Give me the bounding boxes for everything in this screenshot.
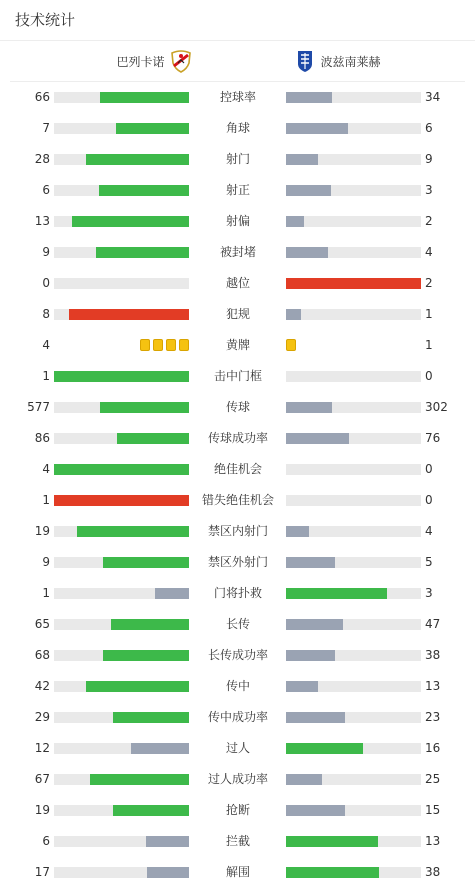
away-bar-fill: [286, 154, 318, 165]
home-bar-fill: [116, 123, 189, 134]
away-value: 0: [425, 493, 433, 507]
stat-label: 绝佳机会: [213, 462, 262, 476]
stat-label: 抢断: [225, 803, 250, 817]
home-bar: [54, 154, 189, 165]
home-value: 12: [34, 741, 50, 755]
away-bar-fill: [286, 557, 335, 568]
away-bar: [286, 402, 421, 413]
home-bar: [54, 495, 189, 506]
away-value: 13: [425, 679, 441, 693]
away-value: 1: [425, 338, 433, 352]
away-value: 3: [425, 586, 433, 600]
away-bar-fill: [286, 619, 343, 630]
home-bar-fill: [72, 216, 189, 227]
stat-row: [0, 795, 475, 826]
away-bar: [286, 371, 421, 382]
home-value: 29: [34, 710, 50, 724]
stat-label: 角球: [225, 121, 250, 135]
away-bar: [286, 526, 421, 537]
home-value: 1: [42, 369, 50, 383]
away-bar-fill: [286, 309, 301, 320]
stat-label: 错失绝佳机会: [201, 493, 274, 507]
home-bar-fill: [77, 526, 189, 537]
away-bar-fill: [286, 588, 387, 599]
home-bar-fill: [103, 650, 189, 661]
away-bar-fill: [286, 92, 332, 103]
home-bar: [54, 433, 189, 444]
stat-row: [0, 454, 475, 485]
stat-row: [0, 702, 475, 733]
home-bar: [54, 278, 189, 289]
away-value: 3: [425, 183, 433, 197]
home-bar: [54, 619, 189, 630]
stat-label: 射门: [225, 152, 250, 166]
home-value: 65: [34, 617, 50, 631]
away-bar: [286, 92, 421, 103]
home-bar: [54, 92, 189, 103]
home-bar-fill: [54, 495, 189, 506]
home-value: 7: [42, 121, 50, 135]
home-bar-fill: [113, 805, 189, 816]
stat-label: 禁区内射门: [207, 524, 268, 538]
home-value: 8: [42, 307, 50, 321]
home-bar-fill: [100, 402, 189, 413]
home-bar: [54, 216, 189, 227]
stat-label: 禁区外射门: [207, 555, 268, 569]
home-bar-fill: [103, 557, 189, 568]
stat-row: [0, 485, 475, 516]
stat-label: 传中: [225, 679, 250, 693]
away-value: 16: [425, 741, 441, 755]
stat-label: 犯规: [225, 307, 250, 321]
away-bar: [286, 154, 421, 165]
yellow-card-icon: [140, 339, 150, 351]
away-value: 9: [425, 152, 433, 166]
stats-table: [0, 82, 475, 888]
stat-label: 长传成功率: [207, 648, 268, 662]
stat-label: 黄牌: [225, 338, 250, 352]
home-value: 86: [34, 431, 50, 445]
away-bar-fill: [286, 278, 421, 289]
away-bar: [286, 278, 421, 289]
stat-row: [0, 609, 475, 640]
away-yellow-cards: [286, 339, 296, 352]
home-team[interactable]: [116, 41, 192, 81]
home-value: 28: [34, 152, 50, 166]
away-team-name: 波兹南莱赫: [320, 54, 381, 69]
home-value: 19: [34, 524, 50, 538]
home-bar: [54, 309, 189, 320]
stat-label: 射偏: [225, 214, 250, 228]
home-value: 19: [34, 803, 50, 817]
stat-label: 门将扑救: [213, 586, 262, 600]
home-value: 67: [34, 772, 50, 786]
away-value: 6: [425, 121, 433, 135]
home-bar-fill: [86, 681, 189, 692]
home-bar: [54, 402, 189, 413]
away-value: 38: [425, 648, 441, 662]
stat-row: [0, 423, 475, 454]
away-value: 25: [425, 772, 441, 786]
stat-label: 解围: [225, 865, 250, 879]
away-bar: [286, 216, 421, 227]
away-value: 34: [425, 90, 441, 104]
home-value: 9: [42, 245, 50, 259]
stat-row: [0, 826, 475, 857]
home-bar: [54, 774, 189, 785]
stat-row: [0, 144, 475, 175]
away-value: 13: [425, 834, 441, 848]
stat-row: [0, 361, 475, 392]
away-bar-fill: [286, 185, 331, 196]
home-bar: [54, 526, 189, 537]
yellow-card-icon: [179, 339, 189, 351]
home-value: 42: [34, 679, 50, 693]
away-bar: [286, 774, 421, 785]
home-bar-fill: [100, 92, 189, 103]
stat-label: 控球率: [219, 90, 256, 104]
away-bar: [286, 619, 421, 630]
away-bar: [286, 681, 421, 692]
home-bar: [54, 805, 189, 816]
stat-label: 越位: [225, 276, 250, 290]
away-bar: [286, 557, 421, 568]
home-bar-fill: [69, 309, 189, 320]
stat-label: 被封堵: [219, 245, 256, 259]
away-bar: [286, 185, 421, 196]
stat-row: [0, 82, 475, 113]
yellow-card-icon: [286, 339, 296, 351]
home-bar-fill: [131, 743, 189, 754]
away-bar: [286, 123, 421, 134]
home-bar-fill: [111, 619, 189, 630]
lech-poznan-crest-icon: [293, 49, 317, 73]
home-value: 1: [42, 493, 50, 507]
home-value: 6: [42, 183, 50, 197]
away-bar-fill: [286, 247, 328, 258]
away-bar: [286, 805, 421, 816]
away-bar: [286, 712, 421, 723]
home-bar-fill: [54, 371, 189, 382]
home-value: 4: [42, 338, 50, 352]
away-value: 2: [425, 214, 433, 228]
away-value: 302: [425, 400, 448, 414]
stat-label: 击中门框: [213, 369, 262, 383]
home-bar: [54, 743, 189, 754]
stat-row: [0, 330, 475, 361]
home-value: 6: [42, 834, 50, 848]
home-bar: [54, 681, 189, 692]
away-value: 23: [425, 710, 441, 724]
stat-label: 过人: [225, 741, 250, 755]
home-bar-fill: [113, 712, 189, 723]
away-value: 47: [425, 617, 441, 631]
yellow-card-icon: [153, 339, 163, 351]
stat-row: [0, 299, 475, 330]
stat-row: [0, 857, 475, 888]
away-value: 2: [425, 276, 433, 290]
home-bar-fill: [90, 774, 189, 785]
away-bar: [286, 464, 421, 475]
away-bar-fill: [286, 867, 379, 878]
away-bar-fill: [286, 402, 332, 413]
home-bar: [54, 464, 189, 475]
away-bar-fill: [286, 836, 378, 847]
home-bar-fill: [96, 247, 189, 258]
away-bar-fill: [286, 805, 345, 816]
away-value: 1: [425, 307, 433, 321]
home-yellow-cards: [140, 339, 189, 352]
away-bar: [286, 650, 421, 661]
home-bar-fill: [99, 185, 189, 196]
away-bar-fill: [286, 774, 322, 785]
stat-label: 射正: [225, 183, 250, 197]
away-value: 38: [425, 865, 441, 879]
stat-label: 拦截: [225, 834, 250, 848]
away-bar-fill: [286, 681, 318, 692]
stat-row: [0, 113, 475, 144]
home-value: 4: [42, 462, 50, 476]
stat-row: [0, 547, 475, 578]
away-bar: [286, 247, 421, 258]
away-bar: [286, 495, 421, 506]
home-team-name: 巴列卡诺: [116, 54, 165, 69]
stat-row: [0, 237, 475, 268]
away-value: 15: [425, 803, 441, 817]
stat-row: [0, 764, 475, 795]
away-value: 4: [425, 524, 433, 538]
home-bar-fill: [54, 464, 189, 475]
away-bar: [286, 433, 421, 444]
away-bar-fill: [286, 123, 348, 134]
stat-row: [0, 640, 475, 671]
teams-header: [10, 41, 465, 82]
stat-row: [0, 733, 475, 764]
home-bar-fill: [117, 433, 189, 444]
away-bar-fill: [286, 743, 363, 754]
home-bar-fill: [147, 867, 189, 878]
stat-row: [0, 578, 475, 609]
home-bar: [54, 185, 189, 196]
home-value: 17: [34, 865, 50, 879]
away-bar: [286, 588, 421, 599]
stat-row: [0, 206, 475, 237]
home-bar: [54, 836, 189, 847]
away-bar-fill: [286, 216, 304, 227]
away-bar: [286, 867, 421, 878]
rayo-vallecano-crest-icon: [169, 49, 193, 73]
away-bar-fill: [286, 712, 345, 723]
page-title: 技术统计: [0, 0, 475, 41]
stat-label: 过人成功率: [207, 772, 268, 786]
home-bar: [54, 867, 189, 878]
stat-label: 长传: [225, 617, 250, 631]
home-bar-fill: [86, 154, 189, 165]
stat-row: [0, 671, 475, 702]
away-value: 0: [425, 462, 433, 476]
away-bar-fill: [286, 433, 349, 444]
home-value: 68: [34, 648, 50, 662]
away-value: 5: [425, 555, 433, 569]
home-bar-fill: [146, 836, 189, 847]
stat-row: [0, 175, 475, 206]
away-team[interactable]: [293, 41, 381, 81]
home-bar: [54, 557, 189, 568]
away-bar-fill: [286, 650, 335, 661]
away-value: 76: [425, 431, 441, 445]
stat-row: [0, 516, 475, 547]
away-value: 0: [425, 369, 433, 383]
away-bar: [286, 309, 421, 320]
stat-label: 传中成功率: [207, 710, 268, 724]
home-bar-fill: [155, 588, 189, 599]
home-bar: [54, 247, 189, 258]
home-value: 9: [42, 555, 50, 569]
home-bar: [54, 371, 189, 382]
home-bar: [54, 123, 189, 134]
home-bar: [54, 712, 189, 723]
home-value: 577: [27, 400, 50, 414]
stat-label: 传球成功率: [207, 431, 268, 445]
away-value: 4: [425, 245, 433, 259]
away-bar-fill: [286, 526, 309, 537]
home-value: 66: [34, 90, 50, 104]
home-bar: [54, 588, 189, 599]
stat-row: [0, 392, 475, 423]
home-bar: [54, 650, 189, 661]
home-value: 13: [34, 214, 50, 228]
home-value: 1: [42, 586, 50, 600]
yellow-card-icon: [166, 339, 176, 351]
away-bar: [286, 836, 421, 847]
stat-label: 传球: [225, 400, 250, 414]
home-value: 0: [42, 276, 50, 290]
away-bar: [286, 743, 421, 754]
stat-row: [0, 268, 475, 299]
